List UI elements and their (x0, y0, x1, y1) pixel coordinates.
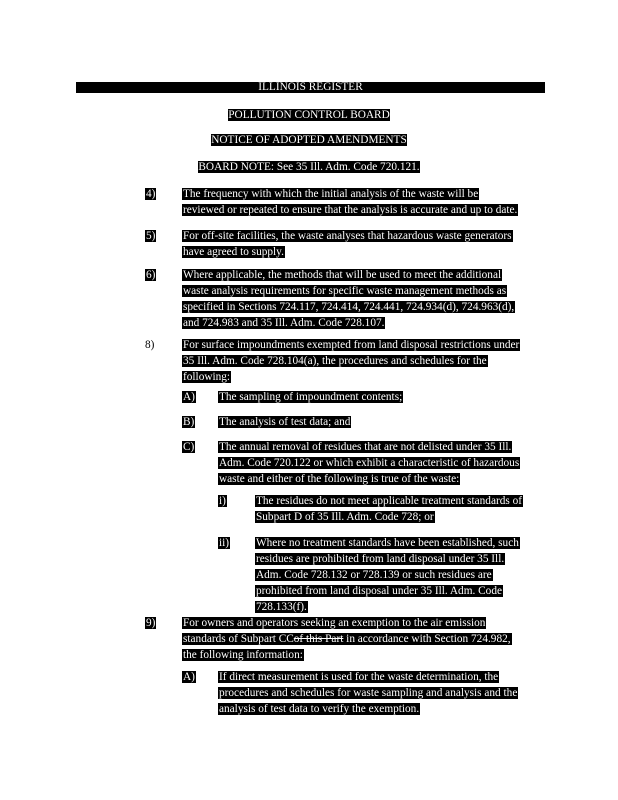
item-text: The frequency with which the initial analysis of the waste will be reviewed or repeated to ensure that the analysis is accurate and up to date. (183, 188, 518, 216)
item-number: 9) (146, 617, 156, 629)
subsubitem-number: ii) (219, 537, 230, 549)
item-number: 8) (145, 339, 155, 351)
item-number: 5) (146, 230, 156, 242)
board-note: BOARD NOTE: See 35 Ill. Adm. Code 720.121. (198, 161, 420, 173)
subitem-number: B) (183, 416, 195, 428)
notice-title: NOTICE OF ADOPTED AMENDMENTS (211, 134, 407, 146)
subitem-number: C) (183, 441, 195, 453)
subsubitem-text: The residues do not meet applicable treatment standards of Subpart D of 35 Ill. Adm. Code 728; or (256, 495, 523, 523)
board-name: POLLUTION CONTROL BOARD (228, 109, 390, 121)
item-text: For surface impoundments exempted from land disposal restrictions under 35 Ill. Adm. Code 728.104(a), the procedures and schedules for the following: (183, 339, 520, 383)
subsubitem-number: i) (219, 495, 226, 507)
subitem-text: The analysis of test data; and (219, 416, 351, 428)
struck-text: of this Part (293, 633, 344, 645)
item-number: 4) (146, 188, 156, 200)
item-number: 6) (146, 269, 156, 281)
register-title: ILLINOIS REGISTER (258, 81, 363, 93)
item-text: For owners and operators seeking an exemption to the air emission standards of Subpart CCof this Part in accordance with Section 724.982, the following information: (183, 617, 511, 661)
subitem-text: The annual removal of residues that are not delisted under 35 Ill. Adm. Code 720.122 or which exhibit a characteristic of hazardous waste and either of the following is true of the waste: (219, 441, 520, 485)
subsubitem-text: Where no treatment standards have been established, such residues are prohibited from land disposal under 35 Ill. Adm. Code 728.132 or 728.139 or such residues are prohibited from land disposal under 35 Ill. Adm. Code 728.133(f). (256, 537, 519, 613)
subitem-number: A) (183, 671, 195, 683)
item-text: For off-site facilities, the waste analyses that hazardous waste generators have agreed to supply. (183, 230, 512, 258)
subitem-number: A) (183, 391, 195, 403)
subitem-text: If direct measurement is used for the waste determination, the procedures and schedules for waste sampling and analysis and the analysis of test data to verify the exemption. (219, 671, 518, 715)
subitem-text: The sampling of impoundment contents; (219, 391, 403, 403)
register-banner (76, 82, 545, 93)
item-text: Where applicable, the methods that will be used to meet the additional waste analysis requirements for specific waste management methods as specified in Sections 724.117, 724.414, 724.441, 724.934(d), 724.963(d), and 724.983 and 35 Ill. Adm. Code 728.107. (183, 269, 515, 329)
